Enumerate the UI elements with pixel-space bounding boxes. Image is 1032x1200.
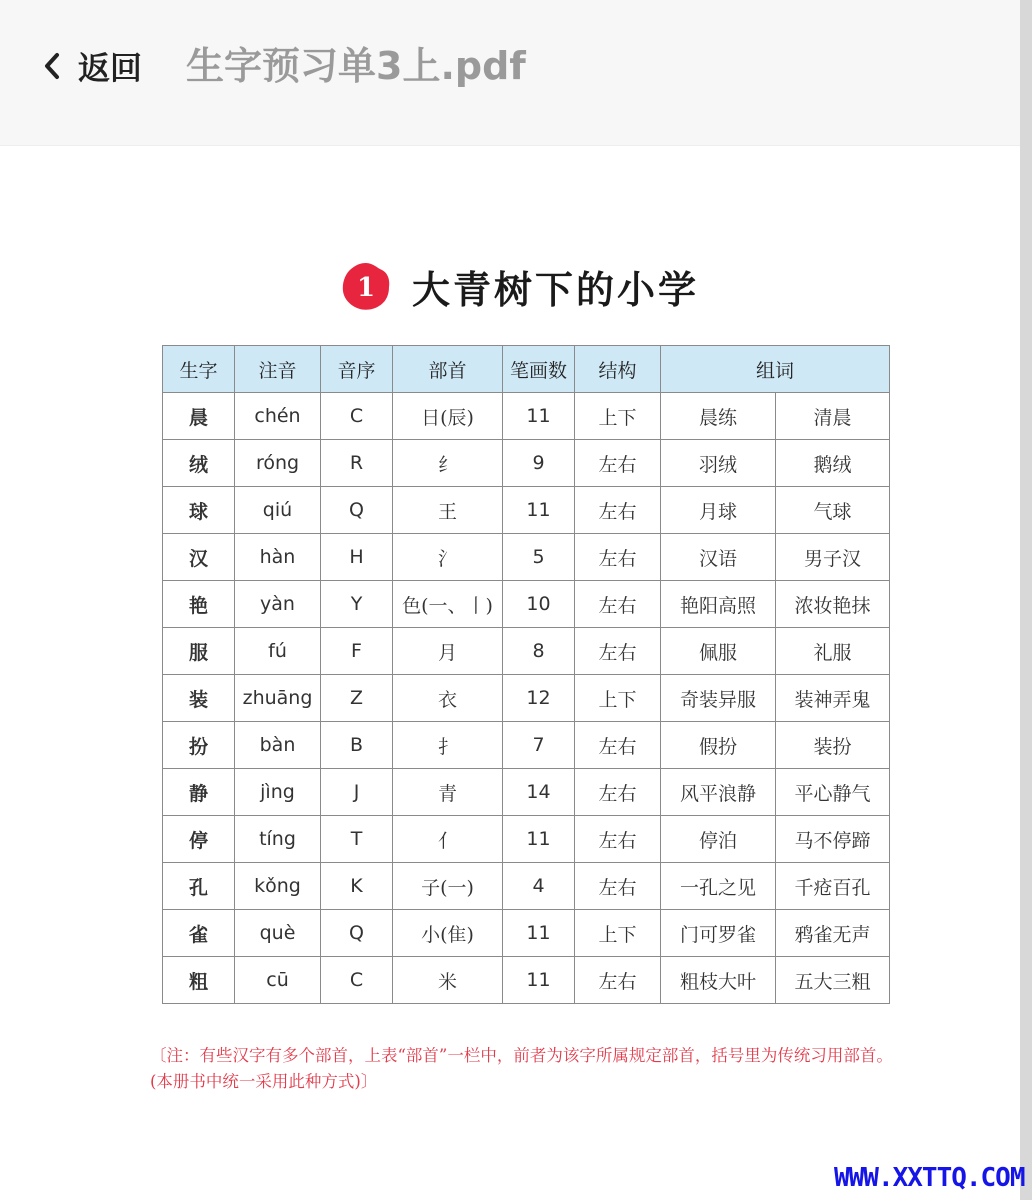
table-row [163, 769, 890, 816]
footnote: 〔注：有些汉字有多个部首，上表“部首”一栏中，前者为该字所属规定部首，括号里为传统习用部首。(本册书中统一采用此种方式)〕 [150, 1046, 893, 1091]
cell-char: 服 [163, 628, 235, 675]
header-char: 生字 [163, 346, 235, 393]
cell-pinyin: fú [235, 628, 321, 675]
cell-word: 粗枝大叶 [661, 957, 776, 1004]
cell-radical: 青 [393, 769, 503, 816]
cell-word: 羽绒 [661, 440, 776, 487]
cell-structure: 左右 [575, 722, 661, 769]
scrollbar[interactable] [1020, 0, 1032, 1200]
header-initial: 音序 [321, 346, 393, 393]
cell-char: 粗 [163, 957, 235, 1004]
cell-initial: B [321, 722, 393, 769]
cell-strokes: 11 [503, 910, 575, 957]
cell-word: 佩服 [661, 628, 776, 675]
cell-initial: J [321, 769, 393, 816]
cell-char: 装 [163, 675, 235, 722]
cell-radical: 子(一) [393, 863, 503, 910]
header-words: 组词 [661, 346, 890, 393]
cell-pinyin: kǒng [235, 863, 321, 910]
cell-radical: 小(隹) [393, 910, 503, 957]
cell-radical: 衣 [393, 675, 503, 722]
cell-char: 晨 [163, 393, 235, 440]
cell-word: 月球 [661, 487, 776, 534]
lesson-heading: 大青树下的小学 [412, 266, 700, 312]
cell-radical: 纟 [393, 440, 503, 487]
cell-char: 雀 [163, 910, 235, 957]
cell-pinyin: zhuāng [235, 675, 321, 722]
cell-word: 五大三粗 [776, 957, 890, 1004]
table-row [163, 628, 890, 675]
cell-initial: C [321, 957, 393, 1004]
cell-word: 平心静气 [776, 769, 890, 816]
cell-word: 晨练 [661, 393, 776, 440]
cell-strokes: 11 [503, 816, 575, 863]
header-radical: 部首 [393, 346, 503, 393]
table-row [163, 816, 890, 863]
cell-initial: Q [321, 910, 393, 957]
cell-radical: 亻 [393, 816, 503, 863]
cell-pinyin: róng [235, 440, 321, 487]
table-row [163, 534, 890, 581]
cell-pinyin: jìng [235, 769, 321, 816]
header-pinyin: 注音 [235, 346, 321, 393]
table-row [163, 487, 890, 534]
cell-initial: Z [321, 675, 393, 722]
cell-word: 气球 [776, 487, 890, 534]
cell-structure: 左右 [575, 816, 661, 863]
cell-word: 艳阳高照 [661, 581, 776, 628]
cell-word: 鹅绒 [776, 440, 890, 487]
cell-word: 男子汉 [776, 534, 890, 581]
cell-pinyin: tíng [235, 816, 321, 863]
cell-word: 礼服 [776, 628, 890, 675]
cell-initial: Q [321, 487, 393, 534]
cell-radical: 扌 [393, 722, 503, 769]
cell-pinyin: cū [235, 957, 321, 1004]
cell-char: 艳 [163, 581, 235, 628]
cell-strokes: 4 [503, 863, 575, 910]
cell-word: 马不停蹄 [776, 816, 890, 863]
chevron-left-icon [40, 51, 64, 81]
table-row [163, 440, 890, 487]
table-row [163, 675, 890, 722]
back-label: 返回 [78, 49, 143, 87]
table-row [163, 581, 890, 628]
table-row [163, 863, 890, 910]
cell-radical: 氵 [393, 534, 503, 581]
cell-char: 绒 [163, 440, 235, 487]
cell-word: 风平浪静 [661, 769, 776, 816]
cell-structure: 左右 [575, 581, 661, 628]
lesson-number: 1 [356, 273, 376, 303]
cell-word: 鸦雀无声 [776, 910, 890, 957]
character-table [162, 345, 890, 1004]
cell-radical: 色(一、丨) [393, 581, 503, 628]
cell-initial: R [321, 440, 393, 487]
cell-structure: 上下 [575, 393, 661, 440]
cell-word: 浓妆艳抹 [776, 581, 890, 628]
cell-initial: K [321, 863, 393, 910]
cell-word: 清晨 [776, 393, 890, 440]
cell-initial: F [321, 628, 393, 675]
cell-char: 汉 [163, 534, 235, 581]
cell-pinyin: què [235, 910, 321, 957]
table-header-row [163, 346, 890, 393]
cell-initial: T [321, 816, 393, 863]
cell-strokes: 14 [503, 769, 575, 816]
cell-word: 汉语 [661, 534, 776, 581]
cell-word: 装扮 [776, 722, 890, 769]
cell-initial: H [321, 534, 393, 581]
cell-strokes: 12 [503, 675, 575, 722]
cell-structure: 左右 [575, 487, 661, 534]
document-title: 生字预习单3上.pdf [186, 44, 526, 88]
cell-structure: 左右 [575, 769, 661, 816]
cell-strokes: 9 [503, 440, 575, 487]
cell-char: 扮 [163, 722, 235, 769]
cell-structure: 左右 [575, 440, 661, 487]
cell-word: 门可罗雀 [661, 910, 776, 957]
cell-strokes: 7 [503, 722, 575, 769]
cell-initial: Y [321, 581, 393, 628]
header-structure: 结构 [575, 346, 661, 393]
cell-char: 静 [163, 769, 235, 816]
header-strokes: 笔画数 [503, 346, 575, 393]
top-bar [0, 0, 1020, 146]
table-row [163, 910, 890, 957]
table-row [163, 957, 890, 1004]
cell-char: 孔 [163, 863, 235, 910]
cell-word: 假扮 [661, 722, 776, 769]
cell-strokes: 8 [503, 628, 575, 675]
cell-radical: 月 [393, 628, 503, 675]
cell-word: 停泊 [661, 816, 776, 863]
cell-initial: C [321, 393, 393, 440]
cell-pinyin: bàn [235, 722, 321, 769]
table-row [163, 722, 890, 769]
cell-pinyin: chén [235, 393, 321, 440]
cell-word: 装神弄鬼 [776, 675, 890, 722]
cell-word: 一孔之见 [661, 863, 776, 910]
cell-radical: 米 [393, 957, 503, 1004]
cell-strokes: 10 [503, 581, 575, 628]
cell-strokes: 11 [503, 393, 575, 440]
cell-word: 奇装异服 [661, 675, 776, 722]
cell-char: 球 [163, 487, 235, 534]
table-row [163, 393, 890, 440]
cell-structure: 上下 [575, 675, 661, 722]
cell-strokes: 5 [503, 534, 575, 581]
cell-pinyin: qiú [235, 487, 321, 534]
lesson-title [340, 256, 699, 316]
cell-radical: 王 [393, 487, 503, 534]
cell-structure: 左右 [575, 957, 661, 1004]
cell-structure: 上下 [575, 910, 661, 957]
cell-structure: 左右 [575, 628, 661, 675]
cell-pinyin: hàn [235, 534, 321, 581]
watermark: WWW.XXTTQ.COM [834, 1163, 1025, 1193]
cell-structure: 左右 [575, 534, 661, 581]
cell-strokes: 11 [503, 957, 575, 1004]
cell-strokes: 11 [503, 487, 575, 534]
cell-word: 千疮百孔 [776, 863, 890, 910]
cell-structure: 左右 [575, 863, 661, 910]
cell-pinyin: yàn [235, 581, 321, 628]
cell-char: 停 [163, 816, 235, 863]
cell-radical: 日(辰) [393, 393, 503, 440]
lesson-number-badge [340, 260, 392, 312]
back-button[interactable] [40, 42, 142, 90]
